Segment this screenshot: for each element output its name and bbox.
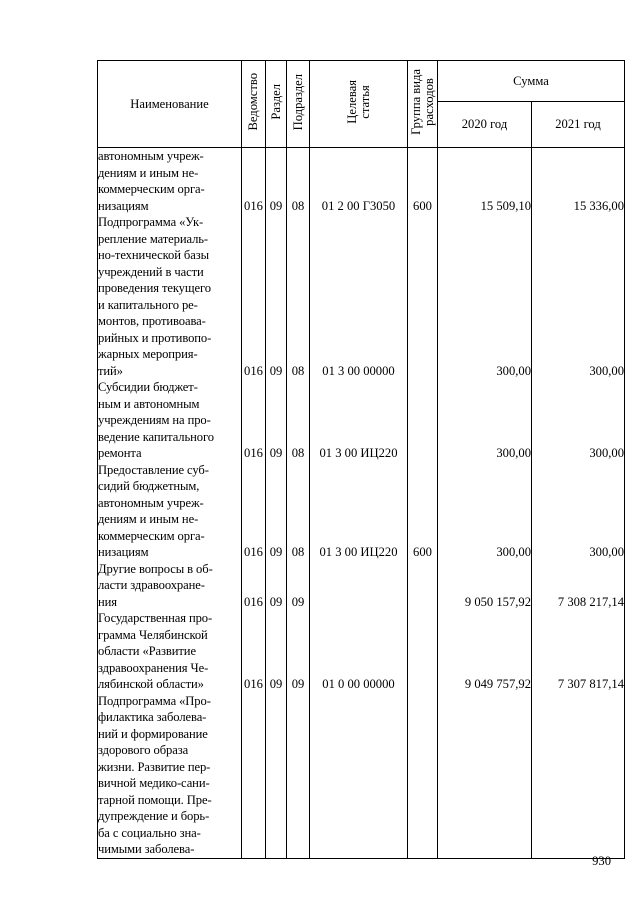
row-department (242, 693, 266, 859)
row-name: Подпрограмма «Про- филактика заболева- ний и формирование здорового образа жизни. Развитие пер- вичной медико-сани- тарной помощи. Пре- дупреждение и борь- ба с социально зна- чимыми заболева- (98, 693, 242, 859)
row-sum-2020: 300,00 (438, 462, 532, 561)
row-name: Субсидии бюджет- ным и автономным учреждениям на про- ведение капитального ремонта (98, 379, 242, 462)
row-sum-2020 (438, 693, 532, 859)
header-department: Ведомство (242, 61, 266, 148)
table-row (98, 379, 625, 462)
row-target-article: 01 3 00 ИЦ220 (310, 379, 408, 462)
row-section: 09 (266, 148, 287, 215)
row-expense-group (408, 693, 438, 859)
table-row (98, 693, 625, 859)
table-row (98, 610, 625, 693)
table-header (98, 61, 625, 148)
row-expense-group: 600 (408, 148, 438, 215)
row-name: Подпрограмма «Ук- репление материаль- но-технической базы учреждений в части проведения текущего и капитального ре- монтов, противоава- рийных и противопо- жарных мероприя- тий» (98, 214, 242, 379)
row-department: 016 (242, 379, 266, 462)
row-section: 09 (266, 379, 287, 462)
row-sum-2021: 15 336,00 (532, 148, 625, 215)
header-target-article: Целевая статья (310, 61, 408, 148)
row-department: 016 (242, 214, 266, 379)
row-department: 016 (242, 561, 266, 611)
row-department: 016 (242, 462, 266, 561)
row-subsection: 08 (287, 462, 310, 561)
row-name: автономным учреж- дениям и иным не- коммерческим орга- низациям (98, 148, 242, 215)
row-expense-group (408, 610, 438, 693)
row-sum-2020: 9 049 757,92 (438, 610, 532, 693)
row-name: Предоставление суб- сидий бюджетным, автономным учреж- дениям и иным не- коммерческим орга- низациям (98, 462, 242, 561)
table-row (98, 214, 625, 379)
row-sum-2020: 9 050 157,92 (438, 561, 532, 611)
row-sum-2021: 300,00 (532, 462, 625, 561)
row-subsection: 08 (287, 214, 310, 379)
row-target-article: 01 0 00 00000 (310, 610, 408, 693)
table-body (98, 148, 625, 859)
header-name: Наименование (98, 61, 242, 148)
row-subsection: 08 (287, 148, 310, 215)
row-target-article: 01 3 00 ИЦ220 (310, 462, 408, 561)
row-sum-2020: 300,00 (438, 214, 532, 379)
row-sum-2021: 300,00 (532, 379, 625, 462)
row-section: 09 (266, 462, 287, 561)
header-subsection: Подраздел (287, 61, 310, 148)
row-department: 016 (242, 610, 266, 693)
header-expense-group: Группа вида расходов (408, 61, 438, 148)
row-subsection (287, 693, 310, 859)
row-section: 09 (266, 561, 287, 611)
row-section (266, 693, 287, 859)
header-year-2020: 2020 год (438, 102, 532, 148)
row-sum-2021: 7 308 217,14 (532, 561, 625, 611)
row-target-article (310, 561, 408, 611)
row-sum-2020: 15 509,10 (438, 148, 532, 215)
row-sum-2021: 300,00 (532, 214, 625, 379)
row-expense-group (408, 379, 438, 462)
row-target-article (310, 693, 408, 859)
row-section: 09 (266, 214, 287, 379)
row-subsection: 09 (287, 610, 310, 693)
table-row (98, 148, 625, 215)
row-sum-2020: 300,00 (438, 379, 532, 462)
header-year-2021: 2021 год (532, 102, 625, 148)
header-sum: Сумма (438, 61, 625, 102)
row-expense-group (408, 561, 438, 611)
row-subsection: 08 (287, 379, 310, 462)
row-name: Другие вопросы в об- ласти здравоохране- ния (98, 561, 242, 611)
header-section: Раздел (266, 61, 287, 148)
row-sum-2021 (532, 693, 625, 859)
row-section: 09 (266, 610, 287, 693)
budget-table (97, 60, 625, 859)
table-row (98, 561, 625, 611)
table-row (98, 462, 625, 561)
page-number: 930 (592, 854, 611, 868)
row-subsection: 09 (287, 561, 310, 611)
row-sum-2021: 7 307 817,14 (532, 610, 625, 693)
row-target-article: 01 3 00 00000 (310, 214, 408, 379)
row-name: Государственная про- грамма Челябинской области «Развитие здравоохранения Че- лябинской области» (98, 610, 242, 693)
row-target-article: 01 2 00 Г3050 (310, 148, 408, 215)
row-department: 016 (242, 148, 266, 215)
row-expense-group: 600 (408, 462, 438, 561)
row-expense-group (408, 214, 438, 379)
